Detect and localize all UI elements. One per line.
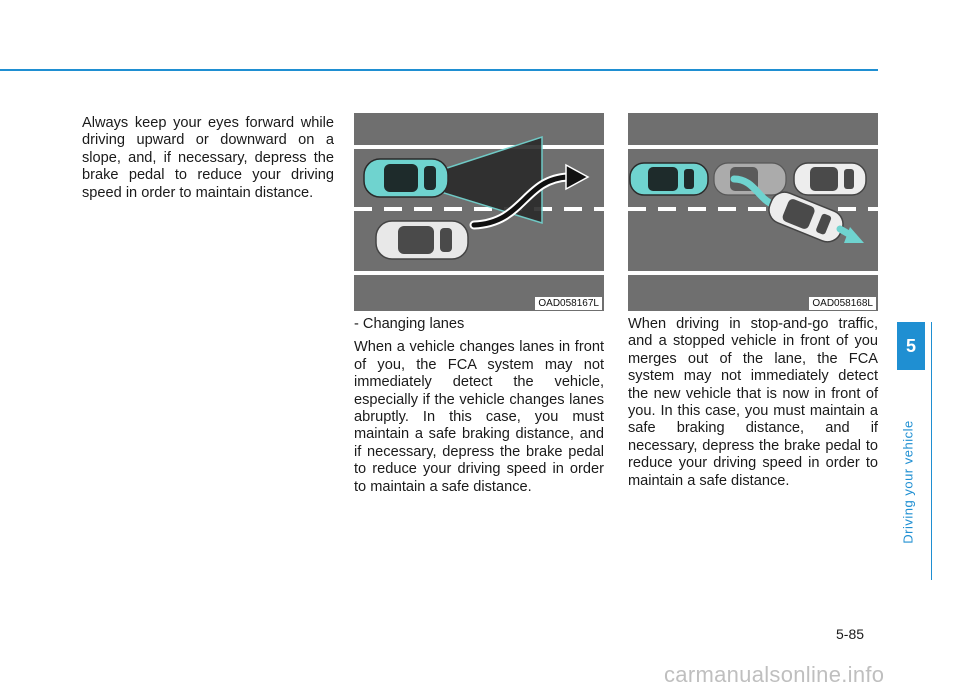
column-right xyxy=(628,316,878,490)
bullet-changing-lanes: - Changing lanes xyxy=(354,316,465,332)
slope-paragraph: Always keep your eyes forward while driving upward or downward on a slope, and, if necessary, depress the brake pedal to reduce your driving speed in order to maintain distance. xyxy=(82,115,334,201)
car-ahead xyxy=(794,163,866,195)
road-illustration-2 xyxy=(628,113,878,311)
chapter-side-label: Driving your vehicle xyxy=(900,420,916,544)
column-left xyxy=(82,115,334,202)
road-illustration-1 xyxy=(354,113,604,311)
car-stopped-ghost xyxy=(714,163,786,195)
figure-stop-and-go xyxy=(628,113,878,311)
figure-code: OAD058167L xyxy=(535,297,602,310)
watermark: carmanualsonline.info xyxy=(664,662,885,687)
changing-lanes-paragraph: When a vehicle changes lanes in front of you, the FCA system may not immediately detect the vehicle, especially if the vehicle changes lanes abruptly. In this case, you must maintain a safe braking distance, and if necessary, depress the brake pedal to reduce your driving speed in order to maintain a safe distance. xyxy=(354,339,604,495)
header-rule xyxy=(0,69,878,71)
car-merging xyxy=(376,221,468,259)
column-middle xyxy=(354,316,604,496)
page-number: 5-85 xyxy=(836,626,865,642)
car-ego xyxy=(364,159,448,197)
stop-and-go-paragraph: When driving in stop-and-go traffic, and a stopped vehicle in front of you merges out of the lane, the FCA system may not immediately detect the new vehicle that is now in front of you. In this case, you must maintain a safe braking distance, and if necessary, depress the brake pedal to reduce your driving speed in order to maintain a safe distance. xyxy=(628,316,878,489)
side-rule xyxy=(931,322,932,580)
chapter-tab[interactable]: 5 xyxy=(897,322,925,370)
car-ego xyxy=(630,163,708,195)
figure-code: OAD058168L xyxy=(809,297,876,310)
figure-changing-lanes xyxy=(354,113,604,311)
